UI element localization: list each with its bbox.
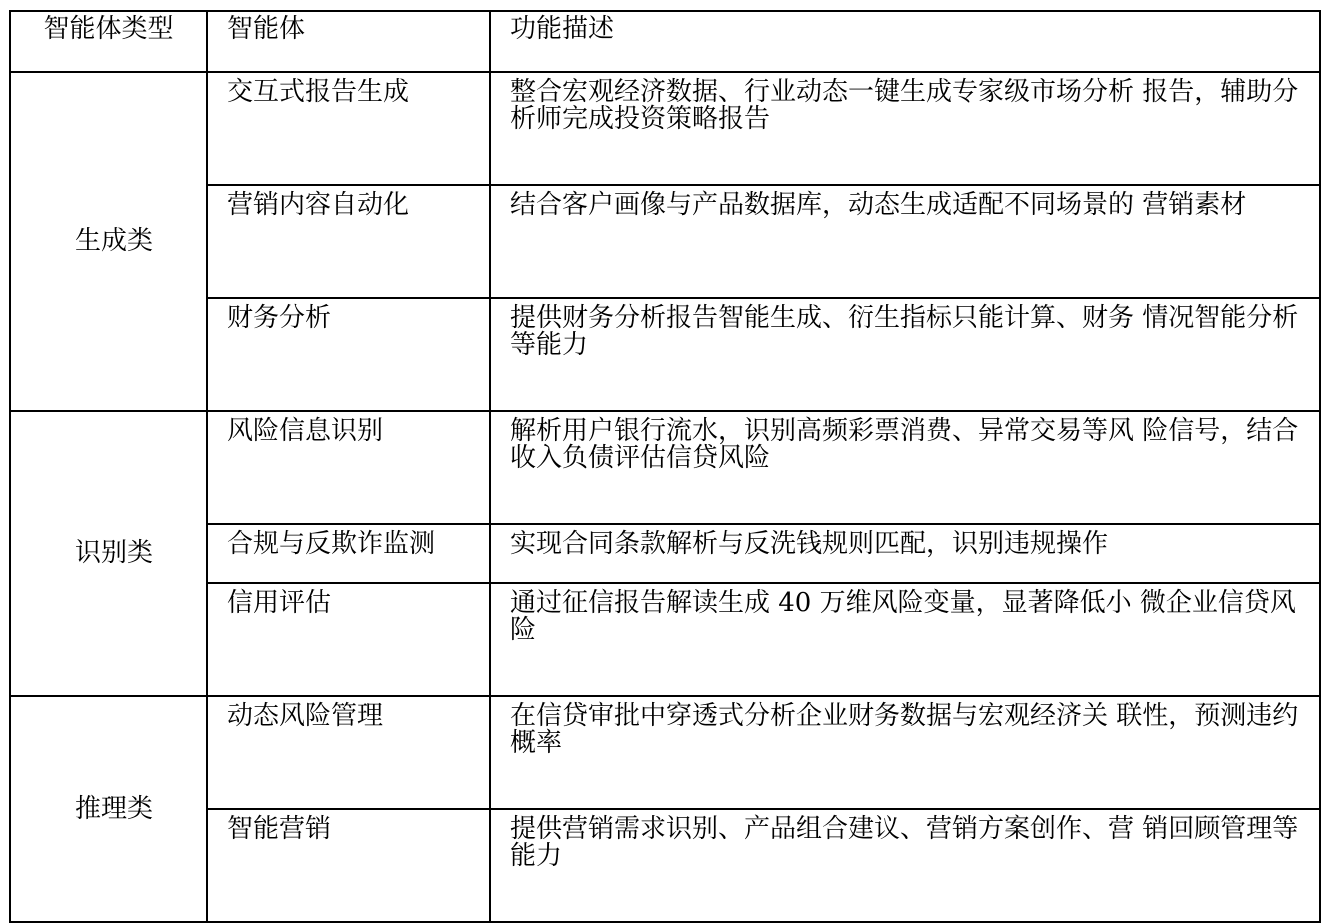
agent-type-cell: 推理类 [10, 696, 207, 922]
table-row [10, 185, 1320, 298]
agent-desc-cell: 在信贷审批中穿透式分析企业财务数据与宏观经济关 联性，预测违约概率 [490, 696, 1320, 809]
header-agent: 智能体 [207, 11, 490, 72]
agent-desc-cell: 提供财务分析报告智能生成、衍生指标只能计算、财务 情况智能分析等能力 [490, 298, 1320, 411]
table-row [10, 583, 1320, 696]
agent-name-cell: 财务分析 [207, 298, 490, 411]
agent-name-cell: 智能营销 [207, 809, 490, 922]
agent-type-cell: 生成类 [10, 72, 207, 411]
agent-name-cell: 营销内容自动化 [207, 185, 490, 298]
header-agent-type: 智能体类型 [10, 11, 207, 72]
table-row [10, 411, 1320, 524]
table-row [10, 696, 1320, 809]
header-function-description: 功能描述 [490, 11, 1320, 72]
table-row [10, 298, 1320, 411]
agent-name-cell: 风险信息识别 [207, 411, 490, 524]
agent-desc-cell: 解析用户银行流水，识别高频彩票消费、异常交易等风 险信号，结合收入负债评估信贷风险 [490, 411, 1320, 524]
table-row [10, 809, 1320, 922]
table-header-row [10, 11, 1320, 72]
table-row [10, 524, 1320, 583]
agent-desc-cell: 结合客户画像与产品数据库，动态生成适配不同场景的 营销素材 [490, 185, 1320, 298]
agent-desc-cell: 提供营销需求识别、产品组合建议、营销方案创作、营 销回顾管理等能力 [490, 809, 1320, 922]
agent-name-cell: 信用评估 [207, 583, 490, 696]
agent-desc-cell: 通过征信报告解读生成 40 万维风险变量，显著降低小 微企业信贷风险 [490, 583, 1320, 696]
agent-name-cell: 交互式报告生成 [207, 72, 490, 185]
agent-desc-cell: 实现合同条款解析与反洗钱规则匹配，识别违规操作 [490, 524, 1320, 583]
agent-type-table [9, 10, 1321, 923]
agent-name-cell: 合规与反欺诈监测 [207, 524, 490, 583]
agent-desc-cell: 整合宏观经济数据、行业动态一键生成专家级市场分析 报告，辅助分析师完成投资策略报告 [490, 72, 1320, 185]
agent-type-cell: 识别类 [10, 411, 207, 696]
table-row [10, 72, 1320, 185]
agent-name-cell: 动态风险管理 [207, 696, 490, 809]
